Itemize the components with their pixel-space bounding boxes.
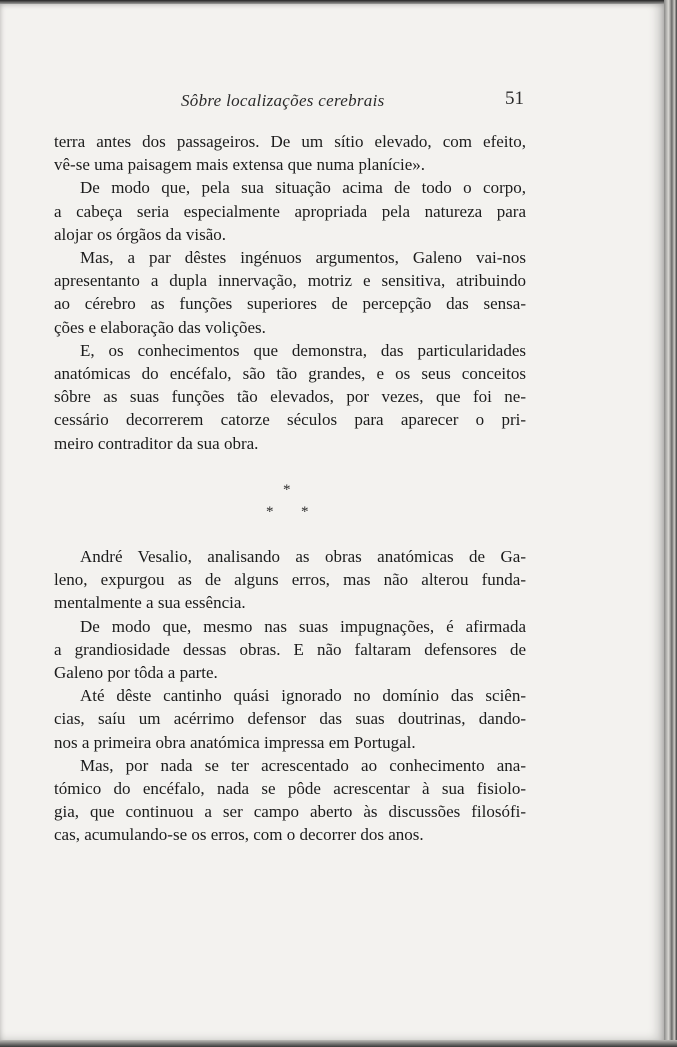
text-line: mentalmente a sua essência. xyxy=(54,593,246,613)
page-number: 51 xyxy=(505,88,524,109)
text-line: E, os conhecimentos que demonstra, das particularidades xyxy=(80,340,526,360)
text-line: Mas, por nada se ter acrescentado ao conhecimento ana- xyxy=(80,755,526,775)
text-section-1 xyxy=(54,130,526,455)
paragraph xyxy=(54,176,526,246)
asterism-star: * xyxy=(266,504,274,520)
scan-top-edge xyxy=(0,0,677,4)
text-line: tómico do encéfalo, nada se pôde acrescentar à sua fisiolo- xyxy=(54,779,526,799)
text-line: apresentanto a dupla innervação, motriz e sensitiva, atribuindo xyxy=(54,271,526,291)
text-line: gia, que continuou a ser campo aberto às discussões filosófi- xyxy=(54,802,526,822)
text-line: cias, saíu um acérrimo defensor das suas doutrinas, dando- xyxy=(54,709,526,729)
text-line: Até dêste cantinho quási ignorado no domínio das sciên- xyxy=(80,686,526,706)
text-line: ao cérebro as funções superiores de percepção das sensa- xyxy=(54,294,526,314)
text-line: sôbre as suas funções tão elevados, por vezes, que foi ne- xyxy=(54,387,526,407)
paragraph xyxy=(54,130,526,176)
text-line: nos a primeira obra anatómica impressa em Portugal. xyxy=(54,732,416,752)
text-line: cessário decorrerem catorze séculos para aparecer o pri- xyxy=(54,410,526,430)
text-line: cas, acumulando-se os erros, com o decorrer dos anos. xyxy=(54,825,424,845)
paragraph xyxy=(54,615,526,685)
text-line: De modo que, mesmo nas suas impugnações, é afirmada xyxy=(80,616,526,636)
page-edge-shadow xyxy=(664,0,677,1047)
text-line: leno, expurgou as de alguns erros, mas não alterou funda- xyxy=(54,570,526,590)
text-line: anatómicas do encéfalo, são tão grandes, e os seus conceitos xyxy=(54,364,526,384)
text-section-2 xyxy=(54,545,526,847)
text-line: meiro contraditor da sua obra. xyxy=(54,433,259,453)
text-line: Galeno por tôda a parte. xyxy=(54,663,218,683)
text-line: Mas, a par dêstes ingénuos argumentos, Galeno vai-nos xyxy=(80,248,526,268)
text-line: a grandiosidade dessas obras. E não faltaram defensores de xyxy=(54,639,526,659)
paragraph xyxy=(54,684,526,754)
text-line: De modo que, pela sua situação acima de todo o corpo, xyxy=(80,178,526,198)
text-line: ções e elaboração das volições. xyxy=(54,317,266,337)
text-line: alojar os órgãos da visão. xyxy=(54,224,227,244)
paragraph xyxy=(54,339,526,455)
running-title: Sôbre localizações cerebrais xyxy=(181,91,385,110)
paragraph xyxy=(54,754,526,847)
asterism-star: * xyxy=(301,504,309,520)
paragraph xyxy=(54,246,526,339)
scan-bottom-edge xyxy=(0,1040,677,1047)
text-line: a cabeça seria especialmente apropriada pela natureza para xyxy=(54,201,526,221)
text-line: vê-se uma paisagem mais extensa que numa planície». xyxy=(54,155,426,175)
text-line: terra antes dos passageiros. De um sítio elevado, com efeito, xyxy=(54,132,526,151)
asterism-star: * xyxy=(283,482,291,498)
paragraph xyxy=(54,545,526,615)
text-line: André Vesalio, analisando as obras anatómicas de Ga- xyxy=(80,547,526,566)
